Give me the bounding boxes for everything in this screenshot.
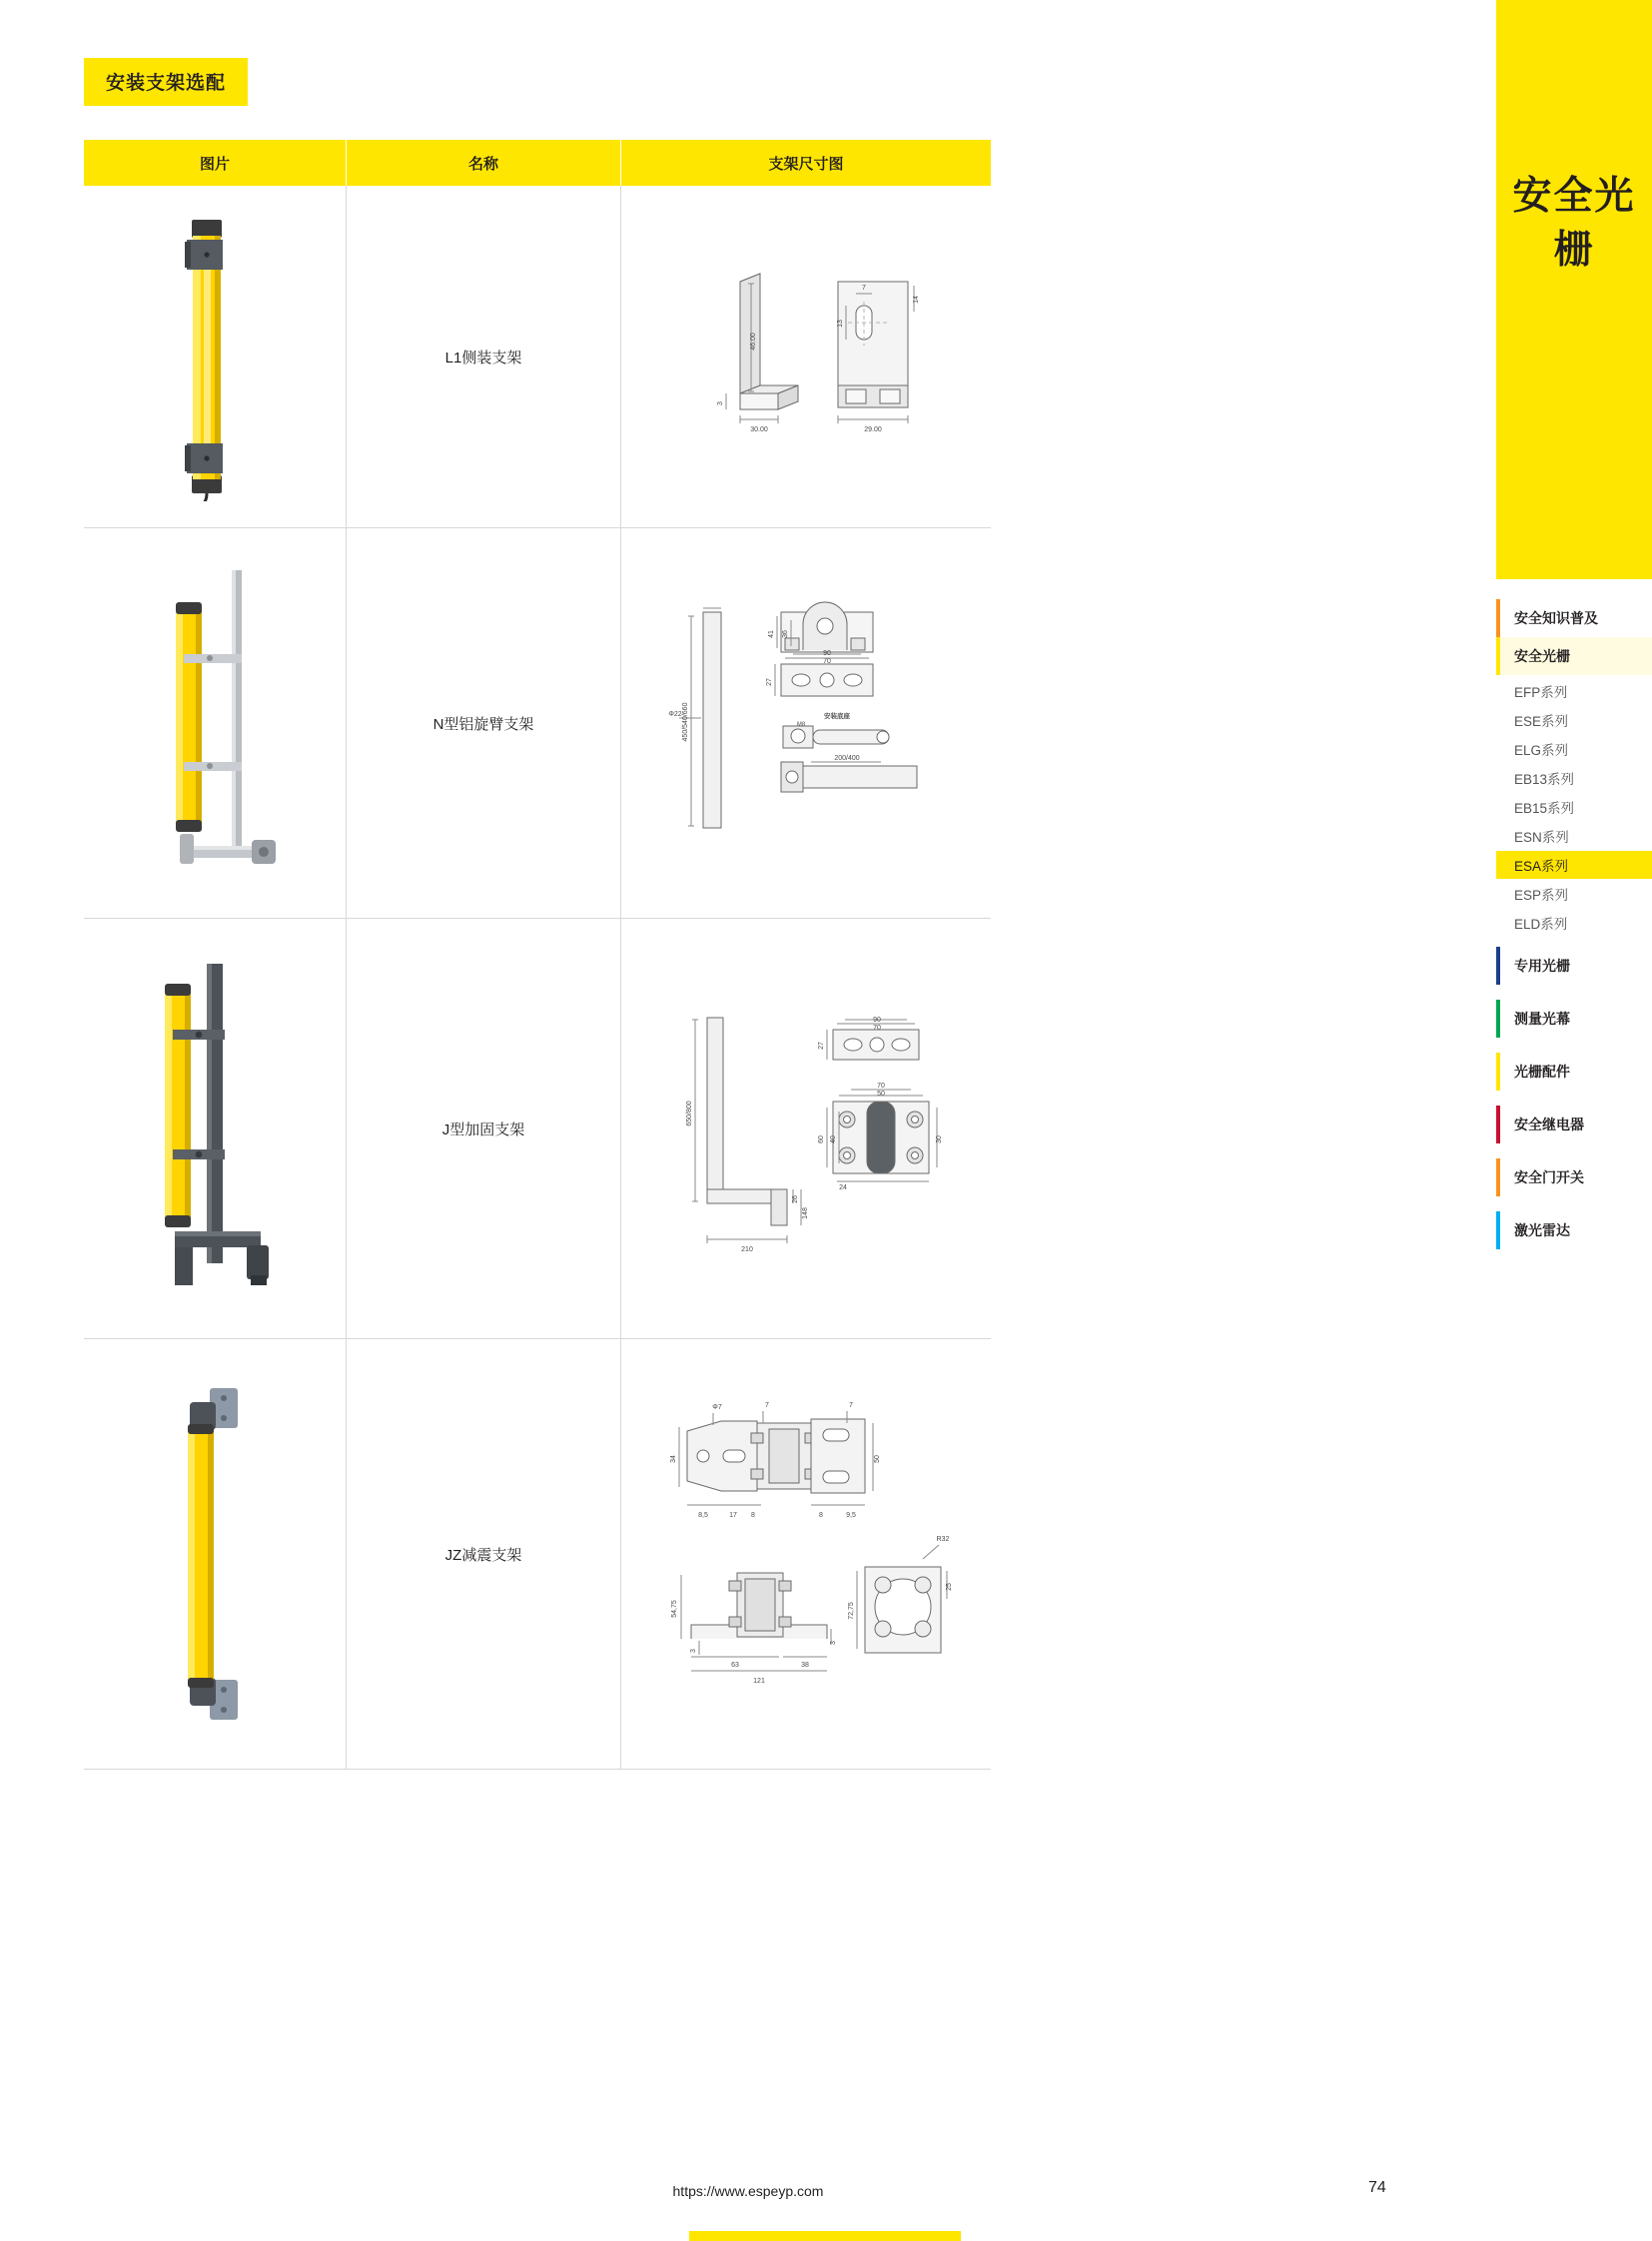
rail-item-safety-light-curtain[interactable] [1496, 637, 1652, 675]
dim-label: 70 [877, 1083, 885, 1090]
rail-item-curtain-accessories[interactable] [1496, 1053, 1652, 1091]
dimension-drawing-jz [651, 1389, 961, 1719]
light-curtain-l1-bracket-image [155, 212, 275, 501]
rail-subitem-eld[interactable] [1496, 909, 1652, 937]
rail-item-laser-radar[interactable] [1496, 1211, 1652, 1249]
dim-label: 3 [830, 1641, 837, 1645]
light-curtain-j-bracket-image [135, 954, 295, 1303]
table-row [84, 186, 991, 528]
bracket-name-j: J型加固支架 [347, 919, 621, 1339]
rail-subitem-label: ESE系列 [1514, 714, 1569, 729]
dim-label: 148 [802, 1207, 809, 1219]
dim-label: 17 [729, 1512, 737, 1519]
dim-label: 30.00 [750, 426, 768, 433]
dimension-drawing-n [651, 598, 961, 848]
footer-accent-bar [689, 2231, 961, 2241]
light-curtain-n-bracket-image [140, 558, 290, 888]
dim-label: 46.00 [750, 333, 757, 351]
rail-subitem-label: ELG系列 [1514, 743, 1569, 758]
dim-label: 38 [801, 1662, 809, 1669]
table-row [84, 528, 991, 919]
dimension-drawing-cell-j [621, 919, 992, 1339]
dim-label: 9,5 [846, 1512, 856, 1519]
dim-label: 40 [830, 1135, 837, 1143]
dim-label: 29.00 [864, 426, 882, 433]
dim-label: 8 [819, 1512, 823, 1519]
rail-item-label: 激光雷达 [1514, 1222, 1570, 1238]
dim-label: 30 [936, 1135, 943, 1143]
dim-label: 13 [837, 320, 844, 328]
dim-label: 安装底座 [824, 713, 850, 720]
dim-label: 50 [877, 1091, 885, 1098]
bracket-name-l1: L1侧装支架 [347, 186, 621, 528]
rail-subitem-label: ESA系列 [1514, 859, 1569, 874]
dim-label: 210 [741, 1246, 753, 1253]
rail-title: 安全光栅 [1512, 175, 1636, 272]
dim-label: 70 [873, 1025, 881, 1032]
rail-subitem-label: ESP系列 [1514, 888, 1569, 903]
bracket-name-jz: JZ减震支架 [347, 1339, 621, 1770]
product-photo-cell [84, 528, 347, 919]
rail-item-safety-door-switch[interactable] [1496, 1158, 1652, 1196]
rail-item-safety-relay[interactable] [1496, 1106, 1652, 1143]
rail-subitem-eb15[interactable] [1496, 793, 1652, 821]
table-row [84, 919, 991, 1339]
dim-label: 25 [946, 1583, 953, 1591]
rail-subitem-ese[interactable] [1496, 706, 1652, 734]
dim-label: 8,5 [698, 1512, 708, 1519]
product-photo-cell [84, 919, 347, 1339]
dim-label: 34 [670, 1455, 677, 1463]
dim-label: 450/540/660 [682, 702, 689, 742]
dim-label: 200/400 [834, 755, 860, 762]
rail-subitem-elg[interactable] [1496, 735, 1652, 763]
dim-label: 50 [874, 1455, 881, 1463]
page-number: 74 [1368, 2179, 1386, 2196]
dim-label: 63 [731, 1662, 739, 1669]
dimension-drawing-cell-jz [621, 1339, 992, 1770]
rail-item-label: 安全继电器 [1514, 1117, 1584, 1132]
page-title: 安装支架选配 [84, 58, 248, 106]
rail-item-special-light-curtain[interactable] [1496, 947, 1652, 985]
dim-label: 24 [839, 1184, 847, 1191]
side-navigation-rail [1496, 0, 1652, 2241]
rail-subitem-efp[interactable] [1496, 677, 1652, 705]
dim-label: 54,75 [671, 1600, 678, 1618]
rail-subitem-label: EB15系列 [1514, 801, 1575, 816]
dimension-drawing-cell-l1 [621, 186, 992, 528]
dim-label: R32 [936, 1536, 950, 1543]
footer-url[interactable]: https://www.espeyp.com [672, 2183, 824, 2199]
rail-item-label: 专用光栅 [1514, 958, 1570, 974]
dimension-drawing-l1 [656, 262, 956, 451]
dim-label: 90 [873, 1017, 881, 1024]
dim-label: Φ7 [712, 1404, 722, 1411]
rail-item-label: 安全知识普及 [1514, 610, 1598, 626]
rail-subitem-label: ELD系列 [1514, 917, 1568, 932]
dim-label: 7 [849, 1402, 853, 1409]
dim-label: 27 [766, 678, 773, 686]
table-header-row [84, 140, 991, 186]
dim-label: M8 [796, 722, 806, 728]
dim-label: 3 [690, 1649, 697, 1653]
rail-subitem-esa[interactable] [1496, 851, 1652, 879]
rail-title-block [1496, 0, 1652, 579]
rail-item-label: 测量光幕 [1514, 1011, 1570, 1027]
dim-label: 7 [765, 1402, 769, 1409]
dim-label: 70 [823, 658, 831, 665]
dim-label: 26 [792, 1195, 799, 1203]
rail-subitem-label: EFP系列 [1514, 685, 1568, 700]
rail-subitem-esn[interactable] [1496, 822, 1652, 850]
rail-item-measuring-curtain[interactable] [1496, 1000, 1652, 1038]
product-photo-cell [84, 186, 347, 528]
dimension-drawing-cell-n [621, 528, 992, 919]
rail-item-label: 光栅配件 [1514, 1064, 1570, 1080]
column-header-name: 名称 [347, 140, 621, 186]
rail-subitem-esp[interactable] [1496, 880, 1652, 908]
dim-label: 72,75 [848, 1602, 855, 1620]
product-photo-cell [84, 1339, 347, 1770]
dim-label: 8 [751, 1512, 755, 1519]
bracket-name-n: N型铝旋臂支架 [347, 528, 621, 919]
dim-label: 14 [913, 296, 920, 304]
dim-label: Φ22 [668, 711, 682, 718]
dim-label: 90 [823, 650, 831, 657]
column-header-photo: 图片 [84, 140, 347, 186]
dim-label: 41 [768, 630, 775, 638]
dim-label: 7 [862, 285, 866, 292]
column-header-dimension: 支架尺寸图 [621, 140, 992, 186]
dim-label: 27 [818, 1042, 825, 1050]
rail-item-safety-knowledge[interactable] [1496, 599, 1652, 637]
light-curtain-jz-bracket-image [160, 1374, 270, 1734]
rail-subitem-label: EB13系列 [1514, 772, 1575, 787]
dim-label: 650/800 [686, 1101, 693, 1126]
rail-item-label: 安全光栅 [1514, 648, 1570, 664]
bracket-options-table [84, 140, 991, 1770]
dim-label: 3 [717, 401, 724, 405]
dimension-drawing-j [651, 1004, 961, 1253]
dim-label: 36 [782, 630, 789, 638]
dim-label: 121 [753, 1678, 765, 1685]
rail-subitem-label: ESN系列 [1514, 830, 1569, 845]
rail-subitem-eb13[interactable] [1496, 764, 1652, 792]
rail-item-label: 安全门开关 [1514, 1169, 1584, 1185]
dim-label: 60 [818, 1135, 825, 1143]
table-row [84, 1339, 991, 1770]
